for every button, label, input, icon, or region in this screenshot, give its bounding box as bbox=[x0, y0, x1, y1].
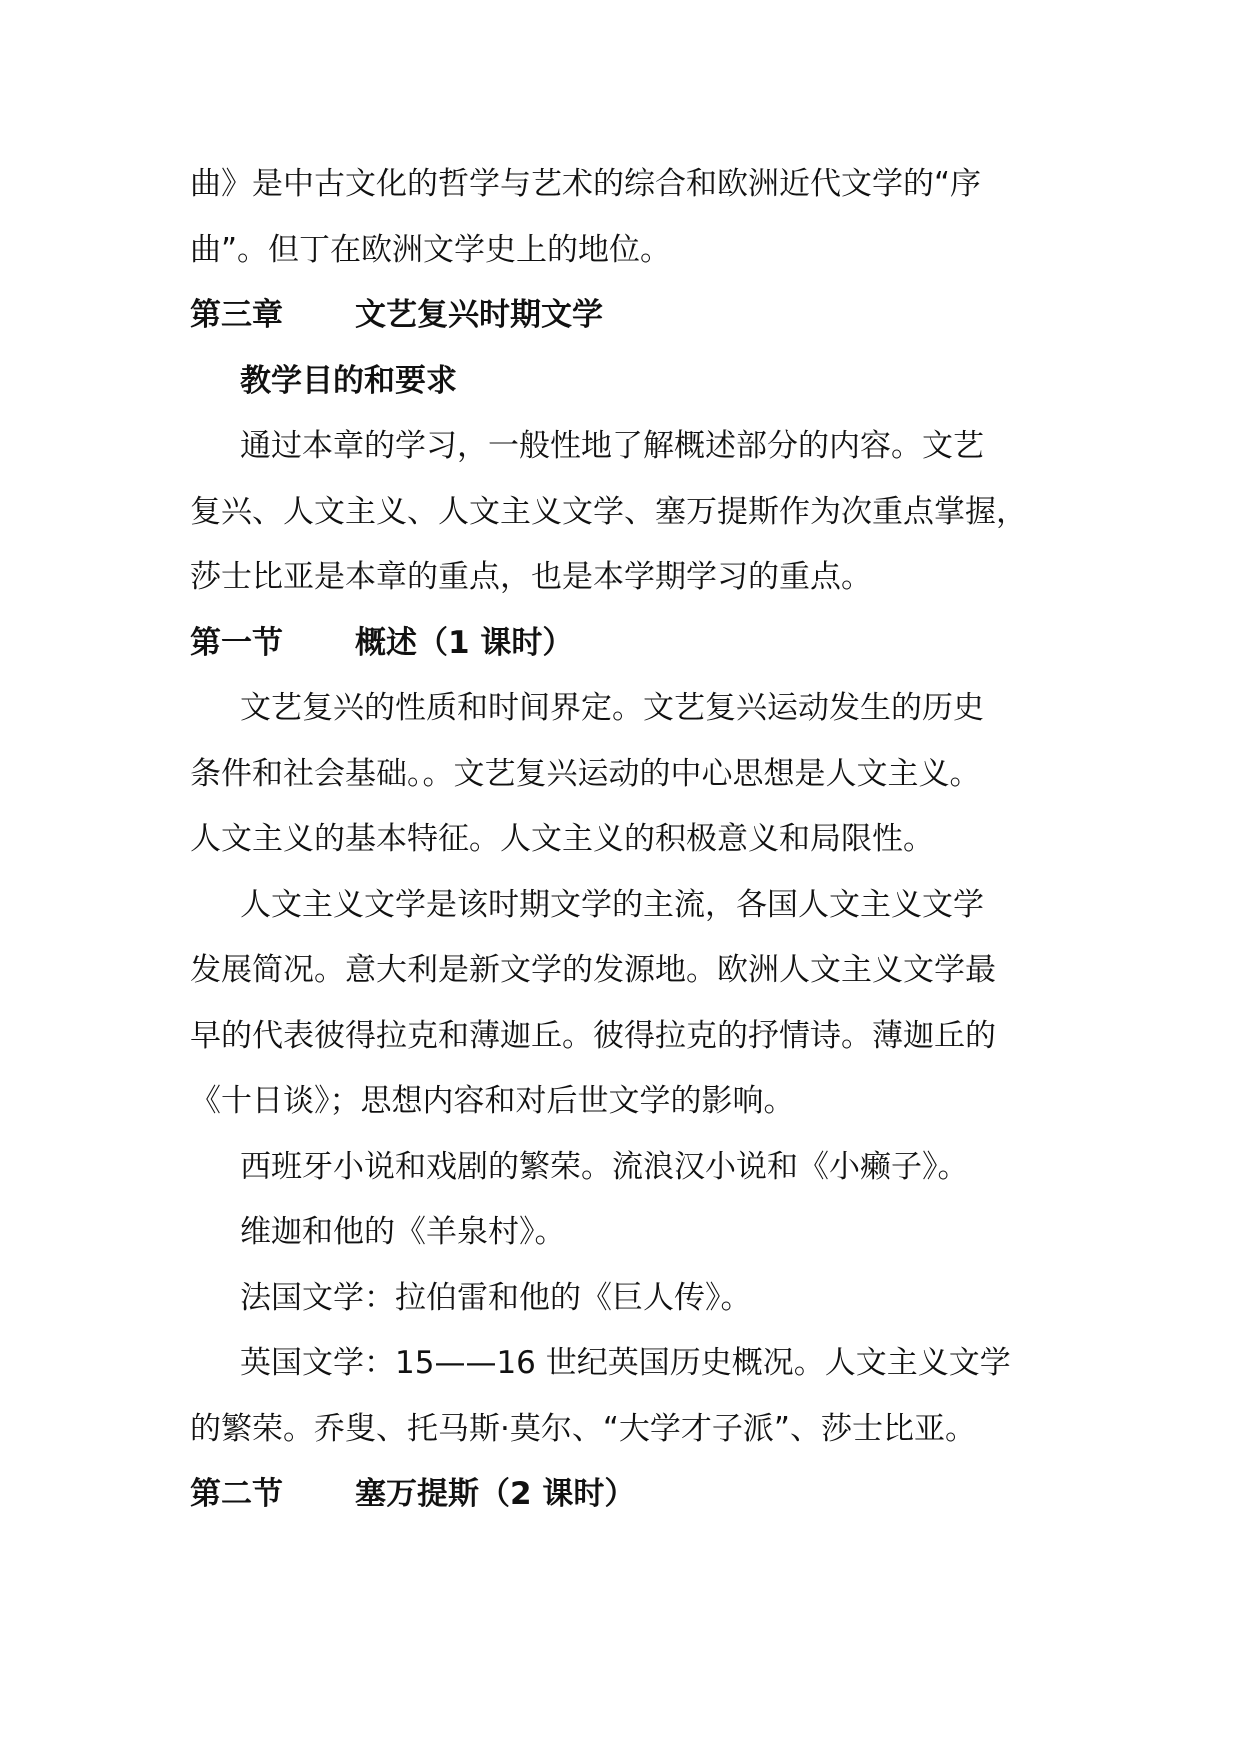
section-heading bbox=[190, 611, 1070, 677]
paragraph-line: 英国文学：15——16 世纪英国历史概况。人文主义文学 bbox=[240, 1345, 1011, 1381]
document-body bbox=[190, 152, 1070, 1528]
paragraph-line: 条件和社会基础。。文艺复兴运动的中心思想是人文主义。 bbox=[190, 755, 981, 792]
paragraph-line: 维迦和他的《羊泉村》。 bbox=[240, 1214, 566, 1250]
paragraph-line: 通过本章的学习，一般性地了解概述部分的内容。文艺 bbox=[240, 428, 984, 464]
section-title: 塞万提斯（2 课时） bbox=[355, 1476, 636, 1512]
paragraph-line: 曲》是中古文化的哲学与艺术的综合和欧洲近代文学的“序 bbox=[190, 166, 982, 202]
paragraph-line: 复兴、人文主义、人文主义文学、塞万提斯作为次重点掌握， bbox=[190, 493, 1027, 530]
paragraph-line: 早的代表彼得拉克和薄迦丘。彼得拉克的抒情诗。薄迦丘的 bbox=[190, 1017, 996, 1054]
paragraph-line: 人文主义文学是该时期文学的主流，各国人文主义文学 bbox=[240, 886, 984, 923]
paragraph-line: 《十日谈》；思想内容和对后世文学的影响。 bbox=[190, 1083, 795, 1119]
paragraph-line: 法国文学：拉伯雷和他的《巨人传》。 bbox=[240, 1279, 752, 1316]
paragraph-line: 发展简况。意大利是新文学的发源地。欧洲人文主义文学最 bbox=[190, 952, 996, 988]
paragraph-line: 人文主义的基本特征。人文主义的积极意义和局限性。 bbox=[190, 821, 934, 857]
chapter-number: 第三章 bbox=[190, 297, 283, 333]
section-title: 概述（1 课时） bbox=[355, 624, 574, 661]
paragraph-line: 文艺复兴的性质和时间界定。文艺复兴运动发生的历史 bbox=[240, 690, 984, 726]
section-number: 第一节 bbox=[190, 624, 283, 661]
section-number: 第二节 bbox=[190, 1476, 283, 1512]
paragraph-line: 莎士比亚是本章的重点，也是本学期学习的重点。 bbox=[190, 559, 872, 595]
paragraph-line: 的繁荣。乔叟、托马斯·莫尔、“大学才子派”、莎士比亚。 bbox=[190, 1410, 976, 1447]
section-heading bbox=[190, 1462, 1070, 1528]
chapter-heading bbox=[190, 283, 1070, 349]
paragraph-line: 曲”。但丁在欧洲文学史上的地位。 bbox=[190, 231, 672, 268]
subheading: 教学目的和要求 bbox=[240, 362, 457, 399]
chapter-title: 文艺复兴时期文学 bbox=[355, 297, 603, 333]
paragraph-line: 西班牙小说和戏剧的繁荣。流浪汉小说和《小癞子》。 bbox=[240, 1148, 969, 1185]
